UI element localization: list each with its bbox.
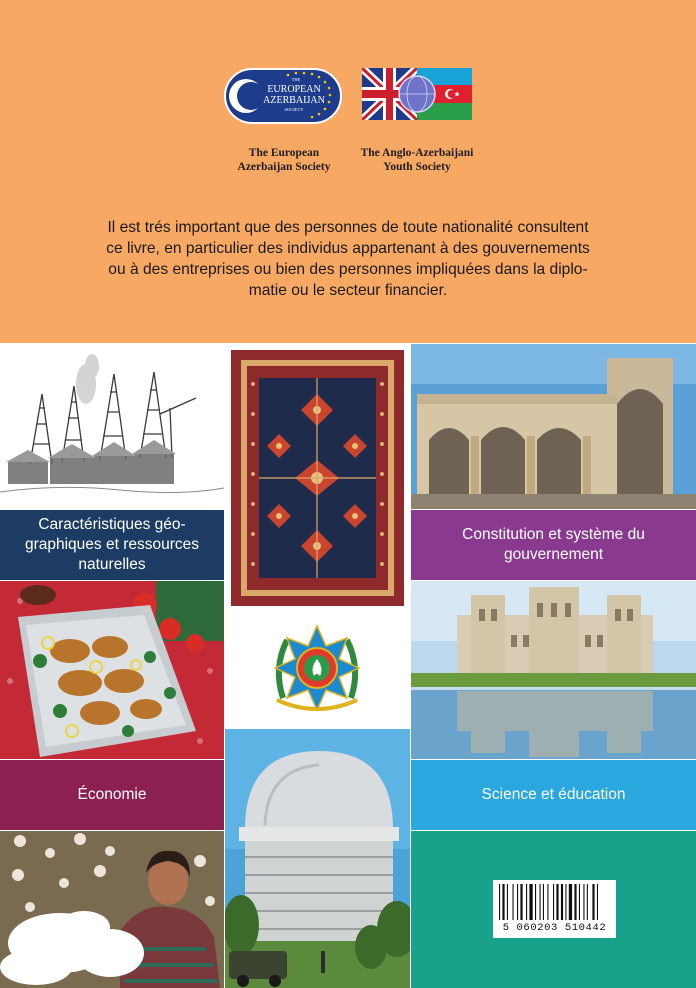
barcode-bar	[499, 884, 500, 920]
traditional-food-photo	[0, 581, 224, 759]
barcode-bar	[513, 884, 514, 920]
constitution-line-2: gouvernement	[503, 546, 604, 563]
barcode-bar	[592, 884, 594, 920]
government-house-photo	[411, 581, 696, 759]
cotton-harvest-photo	[0, 831, 224, 988]
barcode-number: 5 060203 510442	[502, 922, 607, 934]
intro-line-4: matie ou le secteur financier.	[248, 282, 448, 299]
observatory-photo	[225, 729, 410, 988]
section-economy-label	[0, 760, 224, 830]
intro-text	[24, 217, 672, 301]
geography-text	[25, 515, 199, 575]
geography-line-2: graphiques et ressources	[24, 536, 200, 553]
barcode-bar	[547, 884, 548, 920]
constitution-line-1: Constitution et système du	[462, 526, 645, 543]
intro-line-1: Il est trés important que des personnes de toute nationalité consultent	[107, 219, 589, 236]
barcode-bars-icon	[493, 880, 616, 926]
science-text	[482, 785, 626, 805]
section-constitution-label	[411, 510, 696, 580]
barcode-bar	[526, 884, 527, 920]
aays-caption-line-2: Youth Society	[383, 160, 451, 173]
barcode-bar	[517, 884, 518, 920]
barcode-bar	[569, 884, 572, 920]
eas-emblem-text-2: EUROPEAN	[267, 84, 321, 95]
barcode-bar	[579, 884, 580, 920]
barcode-bar	[502, 884, 504, 920]
science-line-1: Science et éducation	[481, 786, 626, 803]
barcode-bar	[565, 884, 566, 920]
barcode-bar	[540, 884, 541, 920]
barcode-bar	[587, 884, 588, 920]
section-science-label	[411, 760, 696, 830]
aays-caption	[352, 146, 482, 174]
eas-emblem-text-1: THE	[291, 77, 301, 82]
barcode-bar	[583, 884, 584, 920]
barcode-bar	[556, 884, 558, 920]
intro-line-3: ou à des entreprises ou bien des personnes impliquées dans la diplo-	[108, 261, 588, 278]
barcode-bar	[529, 884, 532, 920]
intro-line-2: ce livre, en particulier des individus appartenant à des gouvernements	[106, 240, 590, 257]
barcode-bar	[535, 884, 536, 920]
barcode-bar	[553, 884, 554, 920]
eas-caption-line-1: The European	[248, 146, 320, 159]
anglo-azerbaijani-youth-society-logo	[362, 68, 472, 120]
eas-caption-line-2: Azerbaijan Society	[237, 160, 331, 173]
eas-emblem-text-3: AZERBAIJAN	[263, 95, 325, 106]
header-panel	[0, 0, 696, 343]
barcode-bar	[507, 884, 508, 920]
oil-derricks-engraving	[0, 344, 224, 509]
eas-emblem-text-4: SOCIETY	[284, 107, 304, 112]
barcode	[493, 880, 616, 938]
barcode-bar	[574, 884, 576, 920]
economy-line-1: Économie	[77, 786, 147, 803]
national-emblem	[225, 613, 410, 728]
barcode-panel	[411, 831, 696, 988]
barcode-bar	[520, 884, 522, 920]
european-azerbaijan-society-logo	[224, 68, 342, 124]
section-geography-label	[0, 510, 224, 580]
barcode-bar	[597, 884, 598, 920]
shirvanshah-palace-photo	[411, 344, 696, 509]
aays-caption-line-1: The Anglo-Azerbaijani	[360, 146, 474, 159]
barcode-bar	[561, 884, 563, 920]
azerbaijani-carpet	[225, 344, 410, 612]
geography-line-3: naturelles	[78, 556, 146, 573]
geography-line-1: Caractéristiques géo-	[38, 516, 186, 533]
eas-caption	[222, 146, 346, 174]
barcode-bar	[543, 884, 544, 920]
economy-text	[78, 785, 147, 805]
constitution-text	[462, 525, 645, 565]
